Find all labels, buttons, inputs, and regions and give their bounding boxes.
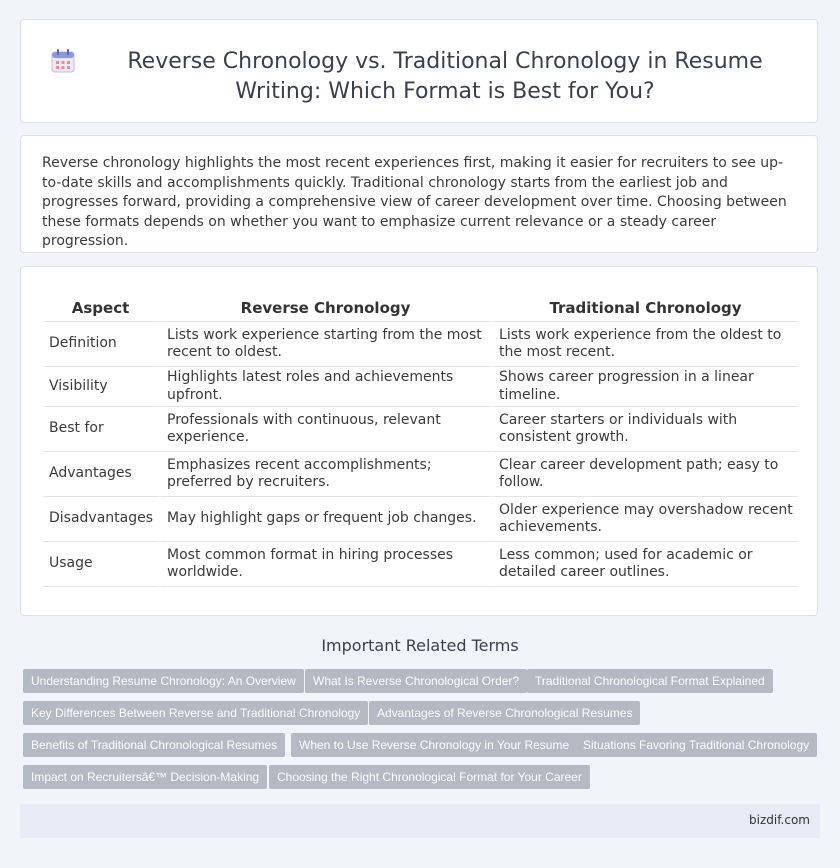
row-reverse: Professionals with continuous, relevant experience. xyxy=(161,407,493,452)
table-row xyxy=(43,497,798,542)
related-term-tag[interactable]: Benefits of Traditional Chronological Resumes xyxy=(23,733,285,757)
header-reverse: Reverse Chronology xyxy=(161,297,493,322)
intro-card xyxy=(20,135,818,253)
comparison-card xyxy=(20,266,818,616)
related-term-tag[interactable]: Understanding Resume Chronology: An Overview xyxy=(23,669,304,693)
table-row xyxy=(43,407,798,452)
row-reverse: Highlights latest roles and achievements upfront. xyxy=(161,367,493,407)
row-traditional: Lists work experience from the oldest to the most recent. xyxy=(493,322,798,367)
row-aspect: Usage xyxy=(43,542,161,587)
row-traditional: Older experience may overshadow recent achievements. xyxy=(493,497,798,542)
row-aspect: Advantages xyxy=(43,452,161,497)
row-traditional: Career starters or individuals with consistent growth. xyxy=(493,407,798,452)
related-term-tag[interactable]: What Is Reverse Chronological Order? xyxy=(305,669,527,693)
header-aspect: Aspect xyxy=(43,297,161,322)
calendar-icon xyxy=(50,48,76,74)
row-traditional: Shows career progression in a linear timeline. xyxy=(493,367,798,407)
row-aspect: Visibility xyxy=(43,367,161,407)
header-traditional: Traditional Chronology xyxy=(493,297,798,322)
table-row xyxy=(43,367,798,407)
intro-paragraph: Reverse chronology highlights the most recent experiences first, making it easier for recruiters to see up-to-date skills and accomplishments quickly. Traditional chronology starts from the earliest job and progresses forward, providing a comprehensive view of career development over time. Choosing between these formats depends on whether you want to emphasize current relevance or a steady career progression. xyxy=(42,155,787,249)
table-row xyxy=(43,452,798,497)
related-term-tag[interactable]: Choosing the Right Chronological Format for Your Career xyxy=(269,765,590,789)
row-traditional: Clear career development path; easy to follow. xyxy=(493,452,798,497)
row-reverse: Lists work experience starting from the most recent to oldest. xyxy=(161,322,493,367)
related-terms-heading: Important Related Terms xyxy=(321,636,519,655)
row-traditional: Less common; used for academic or detailed career outlines. xyxy=(493,542,798,587)
row-aspect: Disadvantages xyxy=(43,497,161,542)
row-reverse: Most common format in hiring processes worldwide. xyxy=(161,542,493,587)
related-term-tag[interactable]: Traditional Chronological Format Explained xyxy=(527,669,773,693)
related-term-tag[interactable]: Situations Favoring Traditional Chronology xyxy=(575,733,817,757)
table-row xyxy=(43,542,798,587)
footer xyxy=(20,804,820,838)
table-row xyxy=(43,322,798,367)
related-term-tag[interactable]: Impact on Recruitersâ€™ Decision-Making xyxy=(23,765,267,789)
row-reverse: Emphasizes recent accomplishments; preferred by recruiters. xyxy=(161,452,493,497)
related-term-tag[interactable]: Key Differences Between Reverse and Traditional Chronology xyxy=(23,701,368,725)
title-card xyxy=(20,19,818,123)
row-reverse: May highlight gaps or frequent job changes. xyxy=(161,497,493,542)
related-term-tag[interactable]: Advantages of Reverse Chronological Resumes xyxy=(369,701,640,725)
related-term-tag[interactable]: When to Use Reverse Chronology in Your Resume xyxy=(291,733,577,757)
row-aspect: Best for xyxy=(43,407,161,452)
row-aspect: Definition xyxy=(43,322,161,367)
comparison-table xyxy=(43,297,798,587)
site-name[interactable]: bizdif.com xyxy=(749,813,810,827)
page-title: Reverse Chronology vs. Traditional Chronology in Resume Writing: Which Format is Best for You? xyxy=(127,49,763,104)
